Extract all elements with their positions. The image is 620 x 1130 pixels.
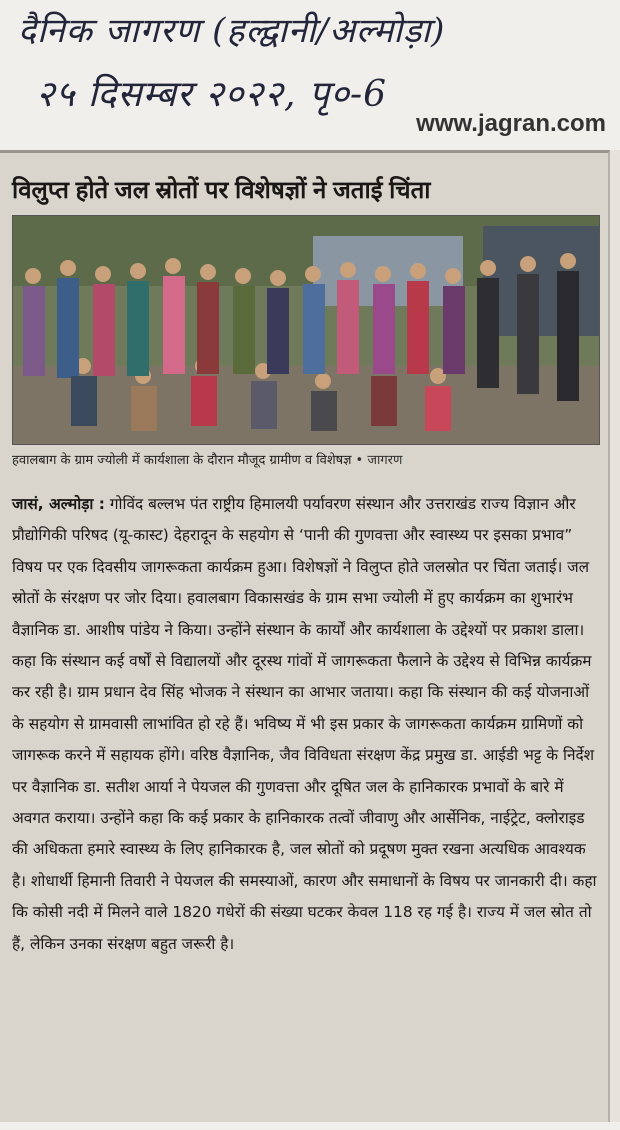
handwritten-date-note: २५ दिसम्बर २०२२, पृ०-6	[36, 74, 388, 115]
photo-credit: • जागरण	[355, 453, 403, 468]
website-label: www.jagran.com	[416, 110, 606, 137]
photo-caption: हवालबाग के ग्राम ज्योली में कार्यशाला के दौरान मौजूद ग्रामीण व विशेषज्ञ	[12, 453, 352, 468]
group-photo-illustration	[13, 216, 599, 444]
photo-caption-line	[12, 450, 598, 468]
handwritten-source-note: दैनिक जागरण (हल्द्वानी/अल्मोड़ा)	[18, 11, 446, 51]
clipping-header	[0, 0, 620, 150]
page-bottom-edge	[0, 1122, 620, 1130]
article-body	[12, 489, 600, 960]
article-headline: विलुप्त होते जल स्रोतों पर विशेषज्ञों ने जताई चिंता	[12, 177, 431, 204]
article-body-text: गोविंद बल्लभ पंत राष्ट्रीय हिमालयी पर्यावरण संस्थान और उत्तराखंड राज्य विज्ञान और प्रौद्योगिकी परिषद (यू-कास्ट) देहरादून के सहयोग से ‘पानी की गुणवत्ता और स्वास्थ्य पर इसका प्रभाव” विषय पर एक दिवसीय जागरूकता कार्यक्रम हुआ। विशेषज्ञों ने विलुप्त होते जलस्रोत पर चिंता जताई। जल स्रोतों के संरक्षण पर जोर दिया। हवालबाग विकासखंड के ग्राम सभा ज्योली में हुए कार्यक्रम का शुभारंभ वैज्ञानिक डा. आशीष पांडेय ने किया। उन्होंने संस्थान के कार्यों और कार्यशाला के उद्देश्यों पर प्रकाश डाला। कहा कि संस्थान कई वर्षों से विद्यालयों और दूरस्थ गांवों में जागरूकता फैलाने के उद्देश्य से विभिन्न कार्यक्रम कर रही है। ग्राम प्रधान देव सिंह भोजक ने संस्थान का आभार जताया। कहा कि संस्थान की कई योजनाओं के सहयोग से ग्रामवासी लाभांवित हो रहे हैं। भविष्य में भी इस प्रकार के जागरूकता कार्यक्रम ग्रामिणों को जागरूक करने में सहायक होंगे। वरिष्ठ वैज्ञानिक, जैव विविधता संरक्षण केंद्र प्रमुख डा. आईडी भट्ट के निर्देश पर वैज्ञानिक डा. सतीश आर्या ने पेयजल की गुणवत्ता और दूषित जल के हानिकारक प्रभावों के बारे में अवगत कराया। उन्होंने कहा कि कई प्रकार के हानिकारक तत्वों जीवाणु और आर्सेनिक, नाईट्रेट, क्लोराइड की अधिकता हमारे स्वास्थ्य के लिए हानिकारक है, जल स्रोतों को प्रदूषण मुक्त रखना अत्यधिक आवश्यक है। शोधार्थी हिमानी तिवारी ने पेयजल की समस्याओं, कारण और समाधानों के विषय पर जानकारी दी। कहा कि कोसी नदी में मिलने वाले 1820 गधेरों की संख्या घटकर केवल 118 रह गई है। राज्य में जल स्रोत तो हैं, लेकिन उनका संरक्षण बहुत जरूरी है।	[12, 495, 597, 953]
news-clipping	[0, 150, 610, 1125]
article-dateline: जासं, अल्मोड़ा :	[12, 495, 105, 513]
article-photo	[12, 215, 600, 445]
